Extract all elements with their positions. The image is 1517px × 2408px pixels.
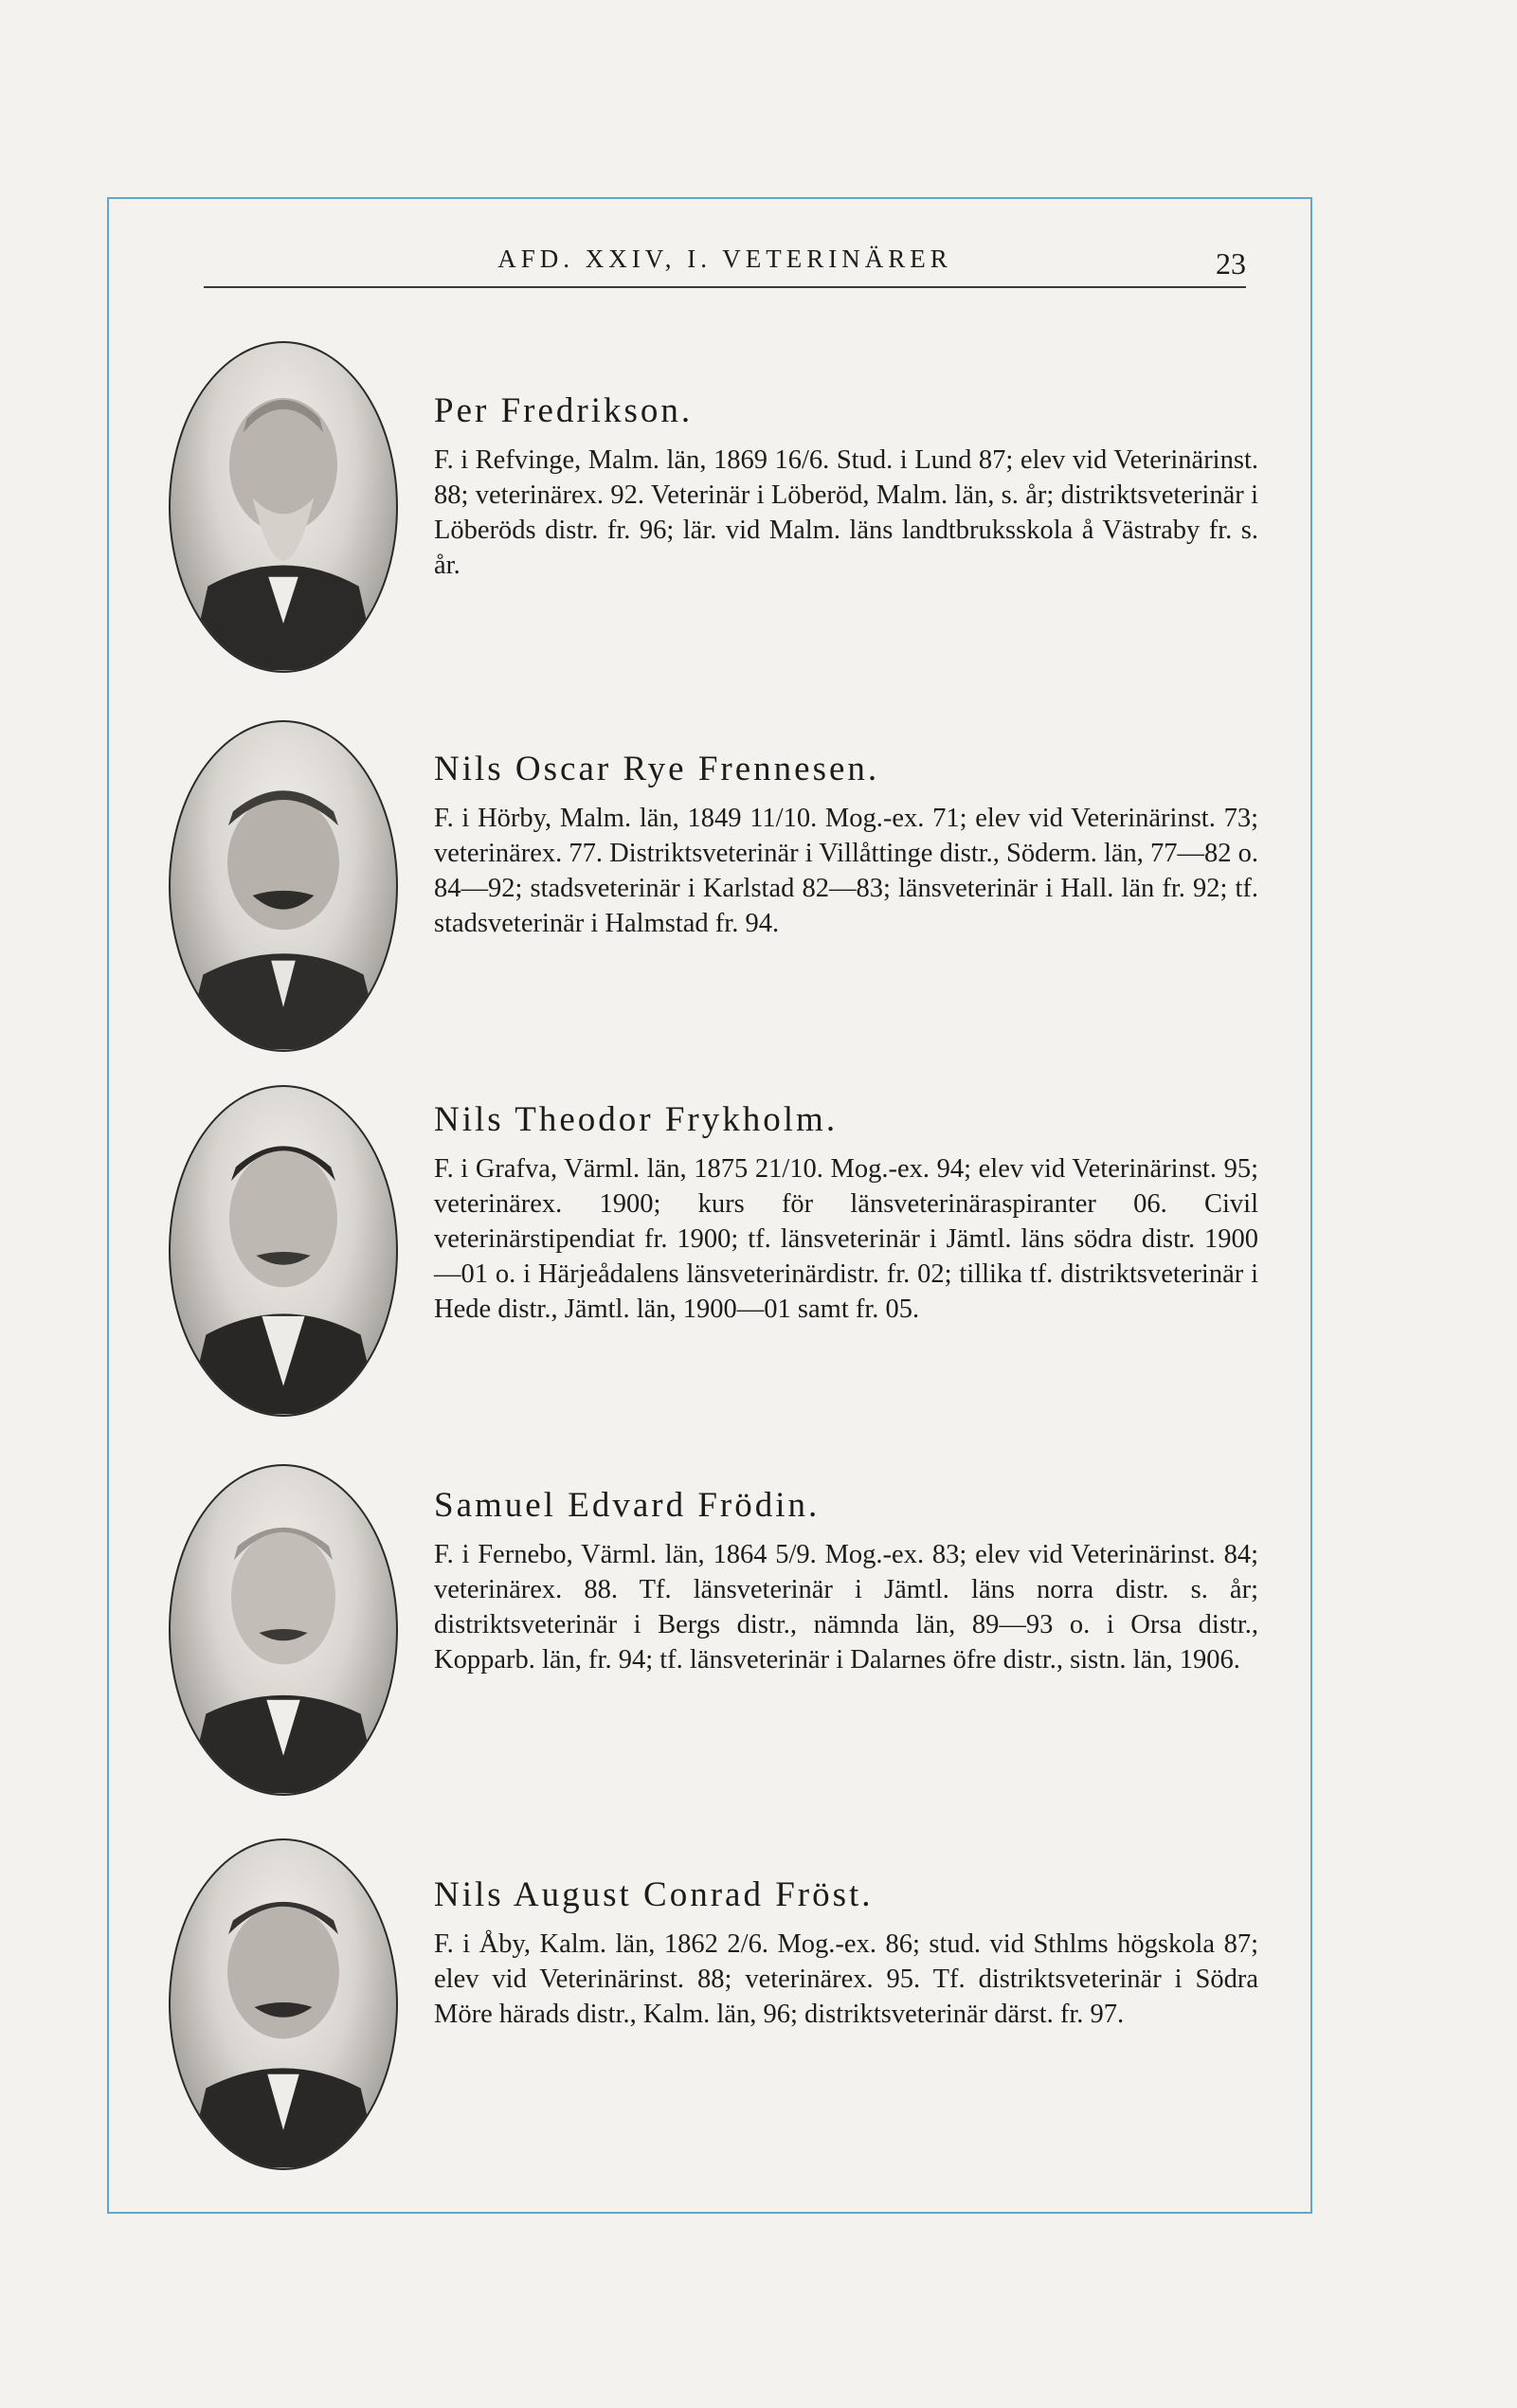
portrait-figure: [171, 1087, 396, 1415]
biography-text: F. i Grafva, Värml. län, 1875 21/10. Mog.-ex. 94; elev vid Veterinärinst. 95; veterinärex. 1900; kurs för länsveterinäraspiranter 06. Civil veterinärstipendiat fr. 1900; tf. länsveterinär i Jämtl. läns södra distr. 1900—01 o. i Härjeådalens länsveterinärdistr. fr. 02; tillika tf. distriktsveterinär i Hede distr., Jämtl. län, 1900—01 samt fr. 05.: [434, 1154, 1258, 1324]
portrait-photo: [169, 341, 398, 673]
person-name: Per Fredrikson.: [434, 391, 694, 430]
portrait-photo: [169, 1085, 398, 1417]
portrait-figure: [171, 1840, 396, 2168]
portrait-figure: [171, 1466, 396, 1794]
portrait-photo: [169, 1464, 398, 1796]
portrait-figure: [171, 343, 396, 671]
running-header: [204, 244, 1246, 292]
biography-text: F. i Fernebo, Värml. län, 1864 5/9. Mog.-ex. 83; elev vid Veterinärinst. 84; veterinärex. 88. Tf. länsveterinär i Jämtl. läns norra distr. s. år; distriktsveterinär i Bergs distr., nämnda län, 89—93 o. i Orsa distr., Kopparb. län, fr. 94; tf. länsveterinär i Dalarnes öfre distr., sistn. län, 1906.: [434, 1540, 1258, 1675]
biography-text: F. i Refvinge, Malm. län, 1869 16/6. Stud. i Lund 87; elev vid Veterinärinst. 88; veterinärex. 92. Veterinär i Löberöd, Malm. län, s. år; distriktsveterinär i Löberöds distr. fr. 96; lär. vid Malm. läns landtbruksskola å Västraby fr. s. år.: [434, 445, 1258, 580]
header-rule: [204, 286, 1246, 288]
biography-text-block: [434, 1485, 1258, 1677]
person-name: Nils August Conrad Fröst.: [434, 1875, 874, 1914]
biography-text-block: [434, 749, 1258, 941]
biography-text-block: [434, 390, 1258, 583]
section-title: AFD. XXIV, I. VETERINÄRER: [497, 244, 952, 273]
page-number: 23: [1216, 246, 1246, 281]
biography-text-block: [434, 1874, 1258, 2032]
person-name: Nils Theodor Frykholm.: [434, 1100, 839, 1139]
person-name: Nils Oscar Rye Frennesen.: [434, 750, 880, 788]
portrait-figure: [171, 722, 396, 1050]
biography-text: F. i Hörby, Malm. län, 1849 11/10. Mog.-ex. 71; elev vid Veterinärinst. 73; veterinärex. 77. Distriktsveterinär i Villåttinge distr., Söderm. län, 77—82 o. 84—92; stadsveterinär i Karlstad 82—83; länsveterinär i Hall. län fr. 92; tf. stadsveterinär i Halmstad fr. 94.: [434, 804, 1259, 938]
portrait-photo: [169, 720, 398, 1052]
person-name: Samuel Edvard Frödin.: [434, 1486, 821, 1525]
biography-text: F. i Åby, Kalm. län, 1862 2/6. Mog.-ex. 86; stud. vid Sthlms högskola 87; elev vid Veterinärinst. 88; veterinärex. 95. Tf. distriktsveterinär i Södra Möre härads distr., Kalm. län, 96; distriktsveterinär därst. fr. 97.: [434, 1929, 1258, 2029]
biography-text-block: [434, 1099, 1258, 1327]
portrait-photo: [169, 1838, 398, 2170]
